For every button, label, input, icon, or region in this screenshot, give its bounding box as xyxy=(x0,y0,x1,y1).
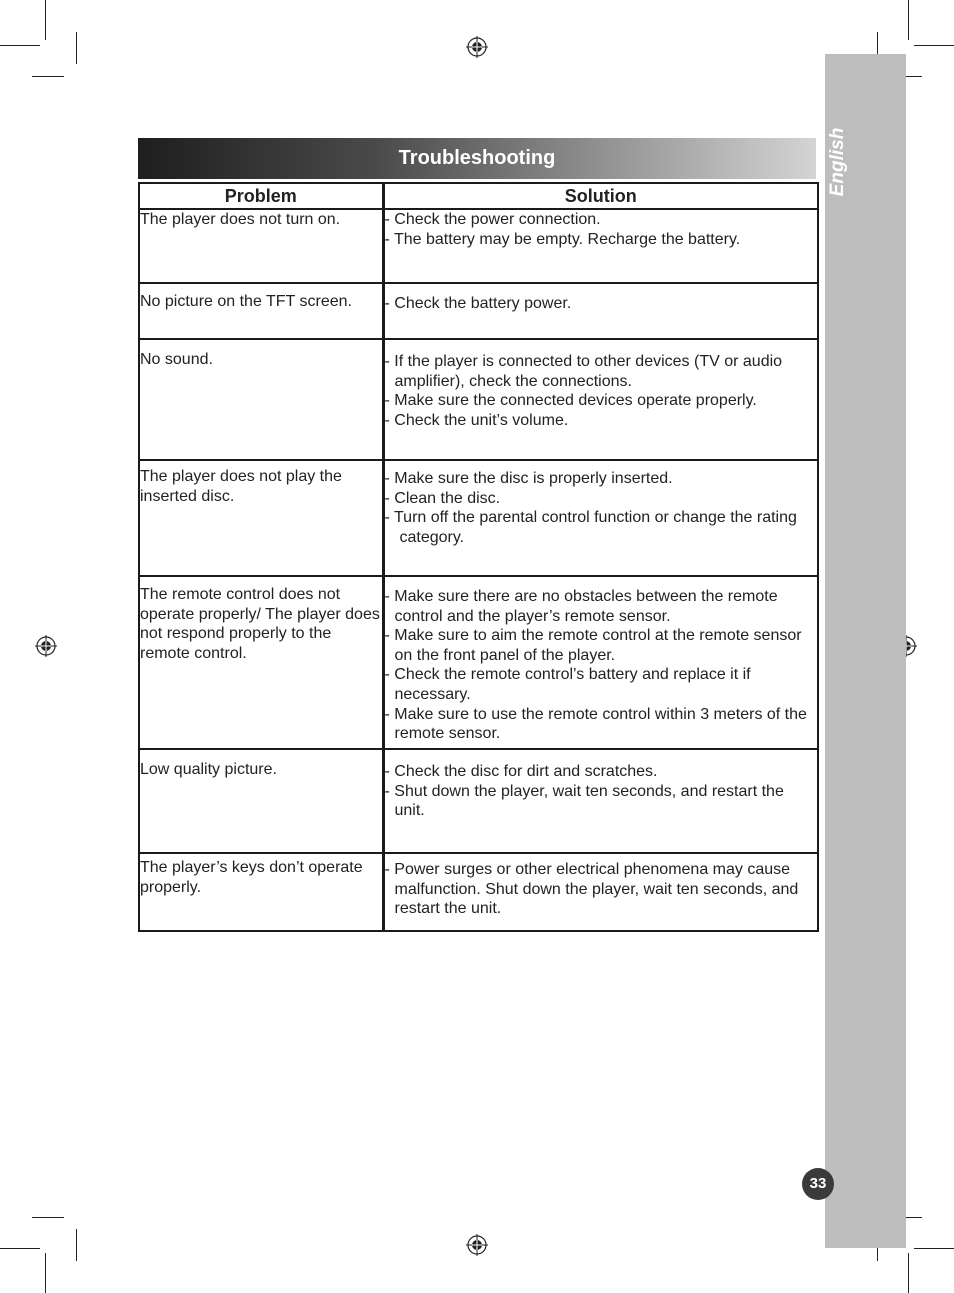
registration-mark-icon xyxy=(35,635,57,657)
problem-cell: Low quality picture. xyxy=(139,749,383,853)
solution-line: - The battery may be empty. Recharge the battery. xyxy=(384,230,741,248)
registration-mark-icon xyxy=(466,36,488,58)
solution-line: - Check the battery power. xyxy=(384,295,572,312)
crop-mark xyxy=(45,1253,46,1293)
solution-line: - If the player is connected to other devices (TV or audio amplifier), check the connections. xyxy=(384,353,783,390)
solution-line: - Make sure the disc is properly inserted. xyxy=(384,470,673,487)
crop-mark xyxy=(45,0,46,40)
crop-mark xyxy=(908,1253,909,1293)
problem-cell: The remote control does not operate properly/ The player does not respond properly to the remote control. xyxy=(139,576,383,749)
table-row xyxy=(139,339,818,460)
table-row xyxy=(139,460,818,576)
solution-cell xyxy=(383,853,818,931)
solution-line: - Power surges or other electrical phenomena may cause malfunction. Shut down the player, wait ten seconds, and restart the unit. xyxy=(384,861,799,918)
table-row xyxy=(139,283,818,339)
table-row xyxy=(139,576,818,749)
solution-cell xyxy=(383,339,818,460)
section-title-bar xyxy=(138,138,816,179)
section-title: Troubleshooting xyxy=(398,147,556,169)
column-header-solution: Solution xyxy=(383,183,818,209)
problem-cell: The player does not play the inserted disc. xyxy=(139,460,383,576)
solution-line: - Clean the disc. xyxy=(384,489,501,507)
crop-mark xyxy=(32,76,64,77)
crop-mark xyxy=(76,1229,77,1261)
table-header-row xyxy=(139,183,818,209)
table-row xyxy=(139,749,818,853)
crop-mark xyxy=(908,0,909,40)
crop-mark xyxy=(76,32,77,64)
solution-line: - Check the disc for dirt and scratches. xyxy=(384,763,658,780)
solution-line: - Make sure to aim the remote control at the remote sensor on the front panel of the player. xyxy=(384,627,802,664)
language-side-tab xyxy=(825,54,906,1248)
problem-cell: The player’s keys don’t operate properly. xyxy=(139,853,383,931)
column-header-problem: Problem xyxy=(139,183,383,209)
solution-cell xyxy=(383,460,818,576)
troubleshooting-table xyxy=(138,182,819,932)
language-label: English xyxy=(827,127,848,197)
solution-cell xyxy=(383,749,818,853)
page-number: 33 xyxy=(802,1168,834,1200)
solution-line: - Make sure to use the remote control within 3 meters of the remote sensor. xyxy=(384,705,807,743)
crop-mark xyxy=(0,1248,40,1249)
solution-line: - Check the unit’s volume. xyxy=(384,411,569,429)
table-row xyxy=(139,209,818,283)
solution-cell xyxy=(383,209,818,283)
problem-cell: No sound. xyxy=(139,339,383,460)
registration-mark-icon xyxy=(466,1234,488,1256)
crop-mark xyxy=(0,45,40,46)
solution-line: - Check the remote control’s battery and replace it if necessary. xyxy=(384,666,751,703)
solution-line: - Make sure the connected devices operate properly. xyxy=(384,392,757,410)
problem-cell: No picture on the TFT screen. xyxy=(139,283,383,339)
solution-line: - Turn off the parental control function or change the rating category. xyxy=(384,509,797,546)
problem-cell: The player does not turn on. xyxy=(139,209,383,283)
solution-line: - Check the power connection. xyxy=(384,211,601,228)
crop-mark xyxy=(914,1248,954,1249)
crop-mark xyxy=(32,1217,64,1218)
solution-line: - Shut down the player, wait ten seconds, and restart the unit. xyxy=(384,782,784,820)
solution-line: - Make sure there are no obstacles between the remote control and the player’s remote sensor. xyxy=(384,588,778,625)
solution-cell xyxy=(383,576,818,749)
table-row xyxy=(139,853,818,931)
solution-cell xyxy=(383,283,818,339)
crop-mark xyxy=(914,45,954,46)
